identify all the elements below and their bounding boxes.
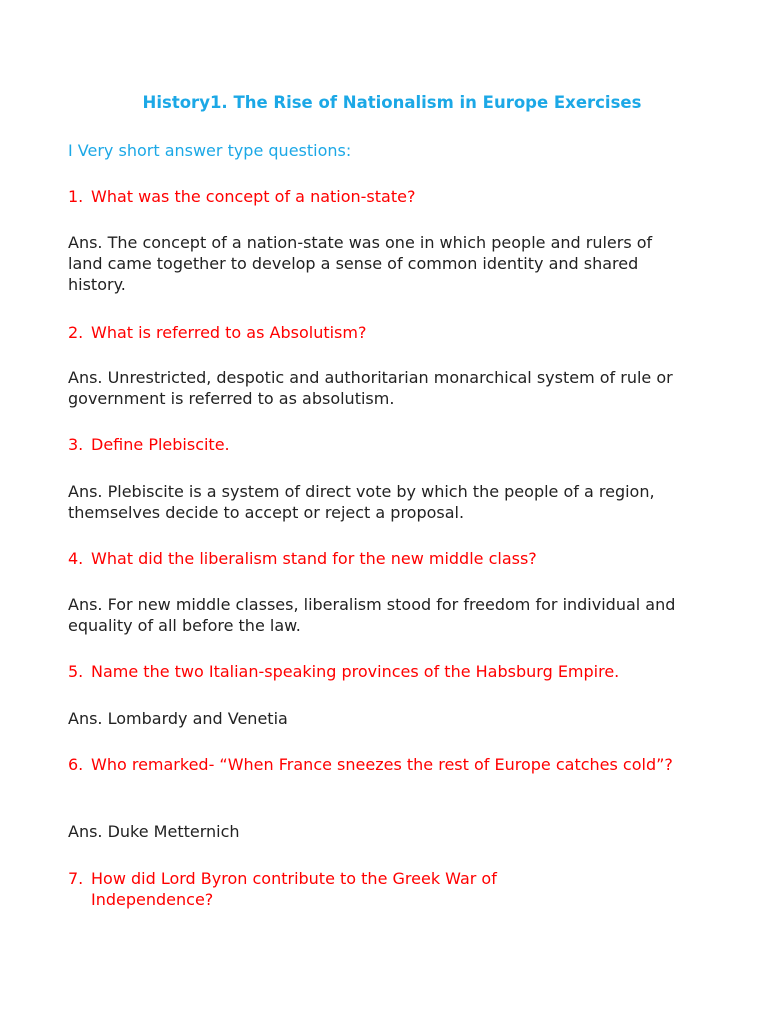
question-1	[68, 186, 708, 207]
question-number: 5.	[68, 662, 84, 681]
question-text: What did the liberalism stand for the new middle class?	[91, 549, 537, 568]
question-text: What is referred to as Absolutism?	[91, 323, 367, 342]
question-text: Define Plebiscite.	[91, 435, 230, 454]
question-7	[68, 868, 568, 910]
page-title: History1. The Rise of Nationalism in Europe Exercises	[142, 93, 642, 112]
question-4	[68, 548, 708, 569]
section-heading: I Very short answer type questions:	[68, 141, 352, 160]
question-3	[68, 434, 708, 455]
question-2	[68, 322, 708, 343]
answer-5: Ans. Lombardy and Venetia	[68, 709, 288, 728]
answer-6: Ans. Duke Metternich	[68, 822, 240, 841]
answer-1: Ans. The concept of a nation-state was one in which people and rulers of land came together to develop a sense of common identity and shared history.	[68, 233, 653, 294]
question-number: 2.	[68, 323, 84, 342]
question-6	[68, 754, 688, 775]
answer-3: Ans. Plebiscite is a system of direct vote by which the people of a region, themselves decide to accept or reject a proposal.	[68, 482, 655, 522]
answer-2: Ans. Unrestricted, despotic and authoritarian monarchical system of rule or government is referred to as absolutism.	[68, 368, 673, 408]
question-number: 6.	[68, 755, 84, 774]
answer-4: Ans. For new middle classes, liberalism stood for freedom for individual and equality of all before the law.	[68, 595, 676, 635]
question-text: Name the two Italian-speaking provinces of the Habsburg Empire.	[91, 662, 620, 681]
question-number: 1.	[68, 187, 84, 206]
question-number: 4.	[68, 549, 84, 568]
question-text: What was the concept of a nation-state?	[91, 187, 416, 206]
question-text: How did Lord Byron contribute to the Greek War of Independence?	[91, 869, 497, 909]
question-5	[68, 661, 708, 682]
question-number: 3.	[68, 435, 84, 454]
question-number: 7.	[68, 869, 84, 888]
question-text: Who remarked- “When France sneezes the rest of Europe catches cold”?	[91, 755, 673, 774]
